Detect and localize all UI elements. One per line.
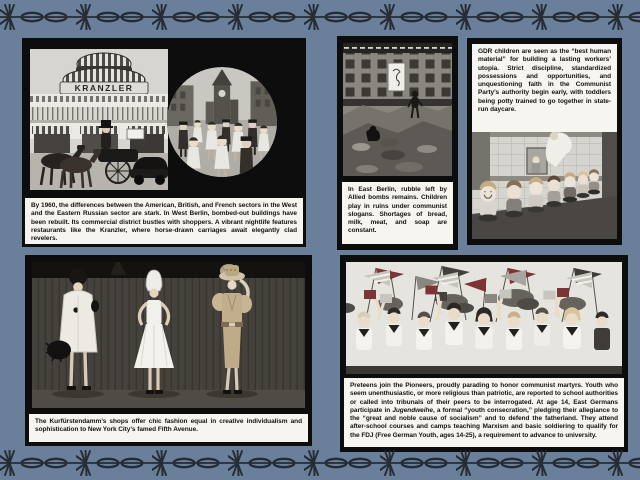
caption-east-berlin-text: In East Berlin, rubble left by Allied bombs remains. Children play in ruins under communist slogans. Shortages of bread, milk, meat, and soap are constant. <box>348 186 447 235</box>
caption-pioneers-text-italic: Jugendweihe <box>392 406 433 414</box>
caption-west-berlin <box>25 198 303 244</box>
panel-gdr-children <box>467 38 622 245</box>
caption-kurfurstendamm <box>29 414 308 442</box>
barbed-wire-bottom-icon <box>0 450 640 476</box>
photo-cafe-kranzler <box>30 49 168 190</box>
caption-pioneers-text-before: Preteens join the Pioneers, proudly parading to honor communist martyrs. Youth who seem unenthusiastic, or more religious than patriotic, are reported to school authorities or called into tribunals of their peers to be interrogated. At age 14, East Germans participate in <box>350 382 618 414</box>
photo-fashion-models <box>32 262 305 408</box>
panel-east-berlin <box>337 36 458 250</box>
caption-pioneers-text-after: , a formal “youth consecration,” pledging their allegiance to the “great and noble cause of socialism” and to defend the fatherland. They attend after-school courses and camps teaching Marxism and basic soldiering to qualify for the FDJ (Free German Youth, ages 14-25), a requirement to advance to university. <box>350 406 618 439</box>
barbed-wire-top-icon <box>0 4 640 30</box>
caption-gdr-children-text: GDR children are seen as the “best human material” for building a lasting workers’ utopia. Strict discipline, standardized possessions and opportunities, and unquestioning faith in the Communist Party’s authority begin early, with toddlers being potty trained to go together in state-run daycare. <box>478 48 611 114</box>
kranzler-sign-text: KRANZLER <box>74 83 134 93</box>
photo-daycare-toddlers <box>472 132 617 239</box>
caption-east-berlin <box>342 182 453 244</box>
panel-pioneers <box>340 255 628 452</box>
panel-west-berlin <box>22 38 306 247</box>
caption-gdr-children <box>472 44 617 134</box>
panel-kurfurstendamm <box>25 255 312 446</box>
caption-pioneers <box>344 378 624 447</box>
photo-street-scene-circle <box>167 67 277 177</box>
caption-kurfurstendamm-text: The Kurfürstendamm’s shops offer chic fashion equal in creative individualism and sophistication to New York City’s famed Fifth Avenue. <box>35 418 302 434</box>
caption-west-berlin-text: By 1960, the differences between the American, British, and French sectors in the West and the Eastern Russian sector are stark. In West Berlin, bombed-out buildings have been rebuilt. Its commercial district bustles with shoppers. A vibrant nightlife features restaurants like the Kranzler, where horse-drawn carriages await elegantly clad revelers. <box>31 202 297 243</box>
photo-pioneer-parade <box>346 262 622 374</box>
photo-children-in-rubble <box>343 43 452 176</box>
